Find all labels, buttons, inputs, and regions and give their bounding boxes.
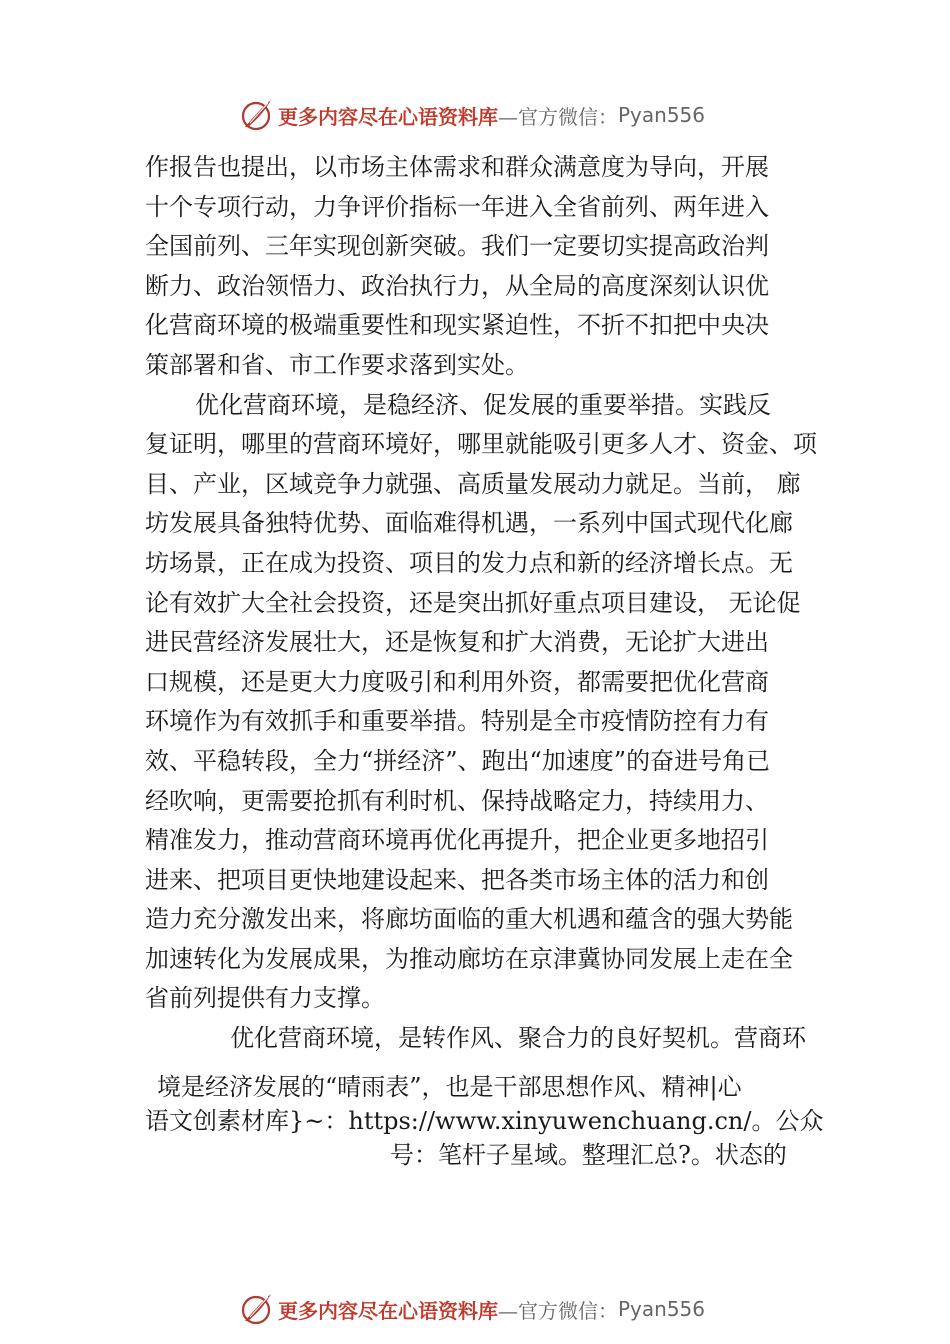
paragraph-3 [145,1019,825,1059]
banner-library-text: 更多内容尽在心语资料库 [278,104,498,129]
banner-wechat-label: —官方微信： [498,1298,618,1323]
quill-logo-icon [238,1291,274,1327]
text-line: 经吹响，更需要抢抓有利时机、保持战略定力，持续用力、 [145,786,769,815]
text-line: 复证明，哪里的营商环境好，哪里就能吸引更多人才、资金、项 [145,430,817,459]
text-line: 十个专项行动，力争评价指标一年进入全省前列、两年进入 [145,192,769,221]
inline-watermark-passage [145,1070,825,1172]
footer-banner [238,1289,705,1329]
banner-wechat-id: Pyan556 [618,1297,706,1321]
text-line: 口规模，还是更大力度吸引和利用外资，都需要把优化营商 [145,667,769,696]
text-line: 论有效扩大全社会投资，还是突出抓好重点项目建设， 无论促 [145,588,801,617]
text-line: 作报告也提出，以市场主体需求和群众满意度为导向，开展 [145,153,769,181]
text-line: 断力、政治领悟力、政治执行力，从全局的高度深刻认识优 [145,271,769,300]
text-line: 坊发展具备独特优势、面临难得机遇，一系列中国式现代化廊 [145,509,793,538]
banner-wechat-id: Pyan556 [618,103,706,127]
text-line: 精准发力，推动营商环境再优化再提升，把企业更多地招引 [145,826,769,855]
text-line: 优化营商环境，是稳经济、促发展的重要举措。实践反 [195,390,771,419]
text-line: 效、平稳转段，全力“拼经济”、跑出“加速度”的奋进号角已 [145,746,771,775]
text-line: 进来、把项目更快地建设起来、把各类市场主体的活力和创 [145,865,769,894]
text-line: 造力充分激发出来，将廊坊面临的重大机遇和蕴含的强大势能 [145,905,793,934]
text-line: 环境作为有效抓手和重要举措。特别是全市疫情防控有力有 [145,707,769,736]
text-line: 优化营商环境，是转作风、聚合力的良好契机。营商环 [230,1024,806,1053]
paragraph-1 [145,148,825,386]
text-line: 号：笔杆子星域。整理汇总?。状态的 [390,1141,787,1169]
document-body [145,148,825,1059]
header-banner [238,95,705,135]
text-line: 语文创素材库}~：https://www.xinyuwenchuang.cn/。公众 [145,1107,824,1135]
text-line: 策部署和省、市工作要求落到实处。 [145,350,529,379]
quill-logo-icon [238,97,274,133]
text-line: 化营商环境的极端重要性和现实紧迫性，不折不扣把中央决 [145,311,769,340]
text-line: 加速转化为发展成果，为推动廊坊在京津冀协同发展上走在全 [145,944,793,973]
banner-library-text: 更多内容尽在心语资料库 [278,1298,498,1323]
text-line: 进民营经济发展壮大，还是恢复和扩大消费，无论扩大进出 [145,628,769,657]
text-line: 省前列提供有力支撑。 [145,984,385,1013]
text-line: 坊场景，正在成为投资、项目的发力点和新的经济增长点。无 [145,548,793,577]
text-line: 目、产业，区域竞争力就强、高质量发展动力就足。当前， 廊 [145,469,801,498]
text-line: 全国前列、三年实现创新突破。我们一定要切实提高政治判 [145,232,769,261]
banner-wechat-label: —官方微信： [498,104,618,129]
text-line: 境是经济发展的“晴雨表”，也是干部思想作风、精神|心 [157,1073,742,1101]
paragraph-2 [145,386,825,1020]
